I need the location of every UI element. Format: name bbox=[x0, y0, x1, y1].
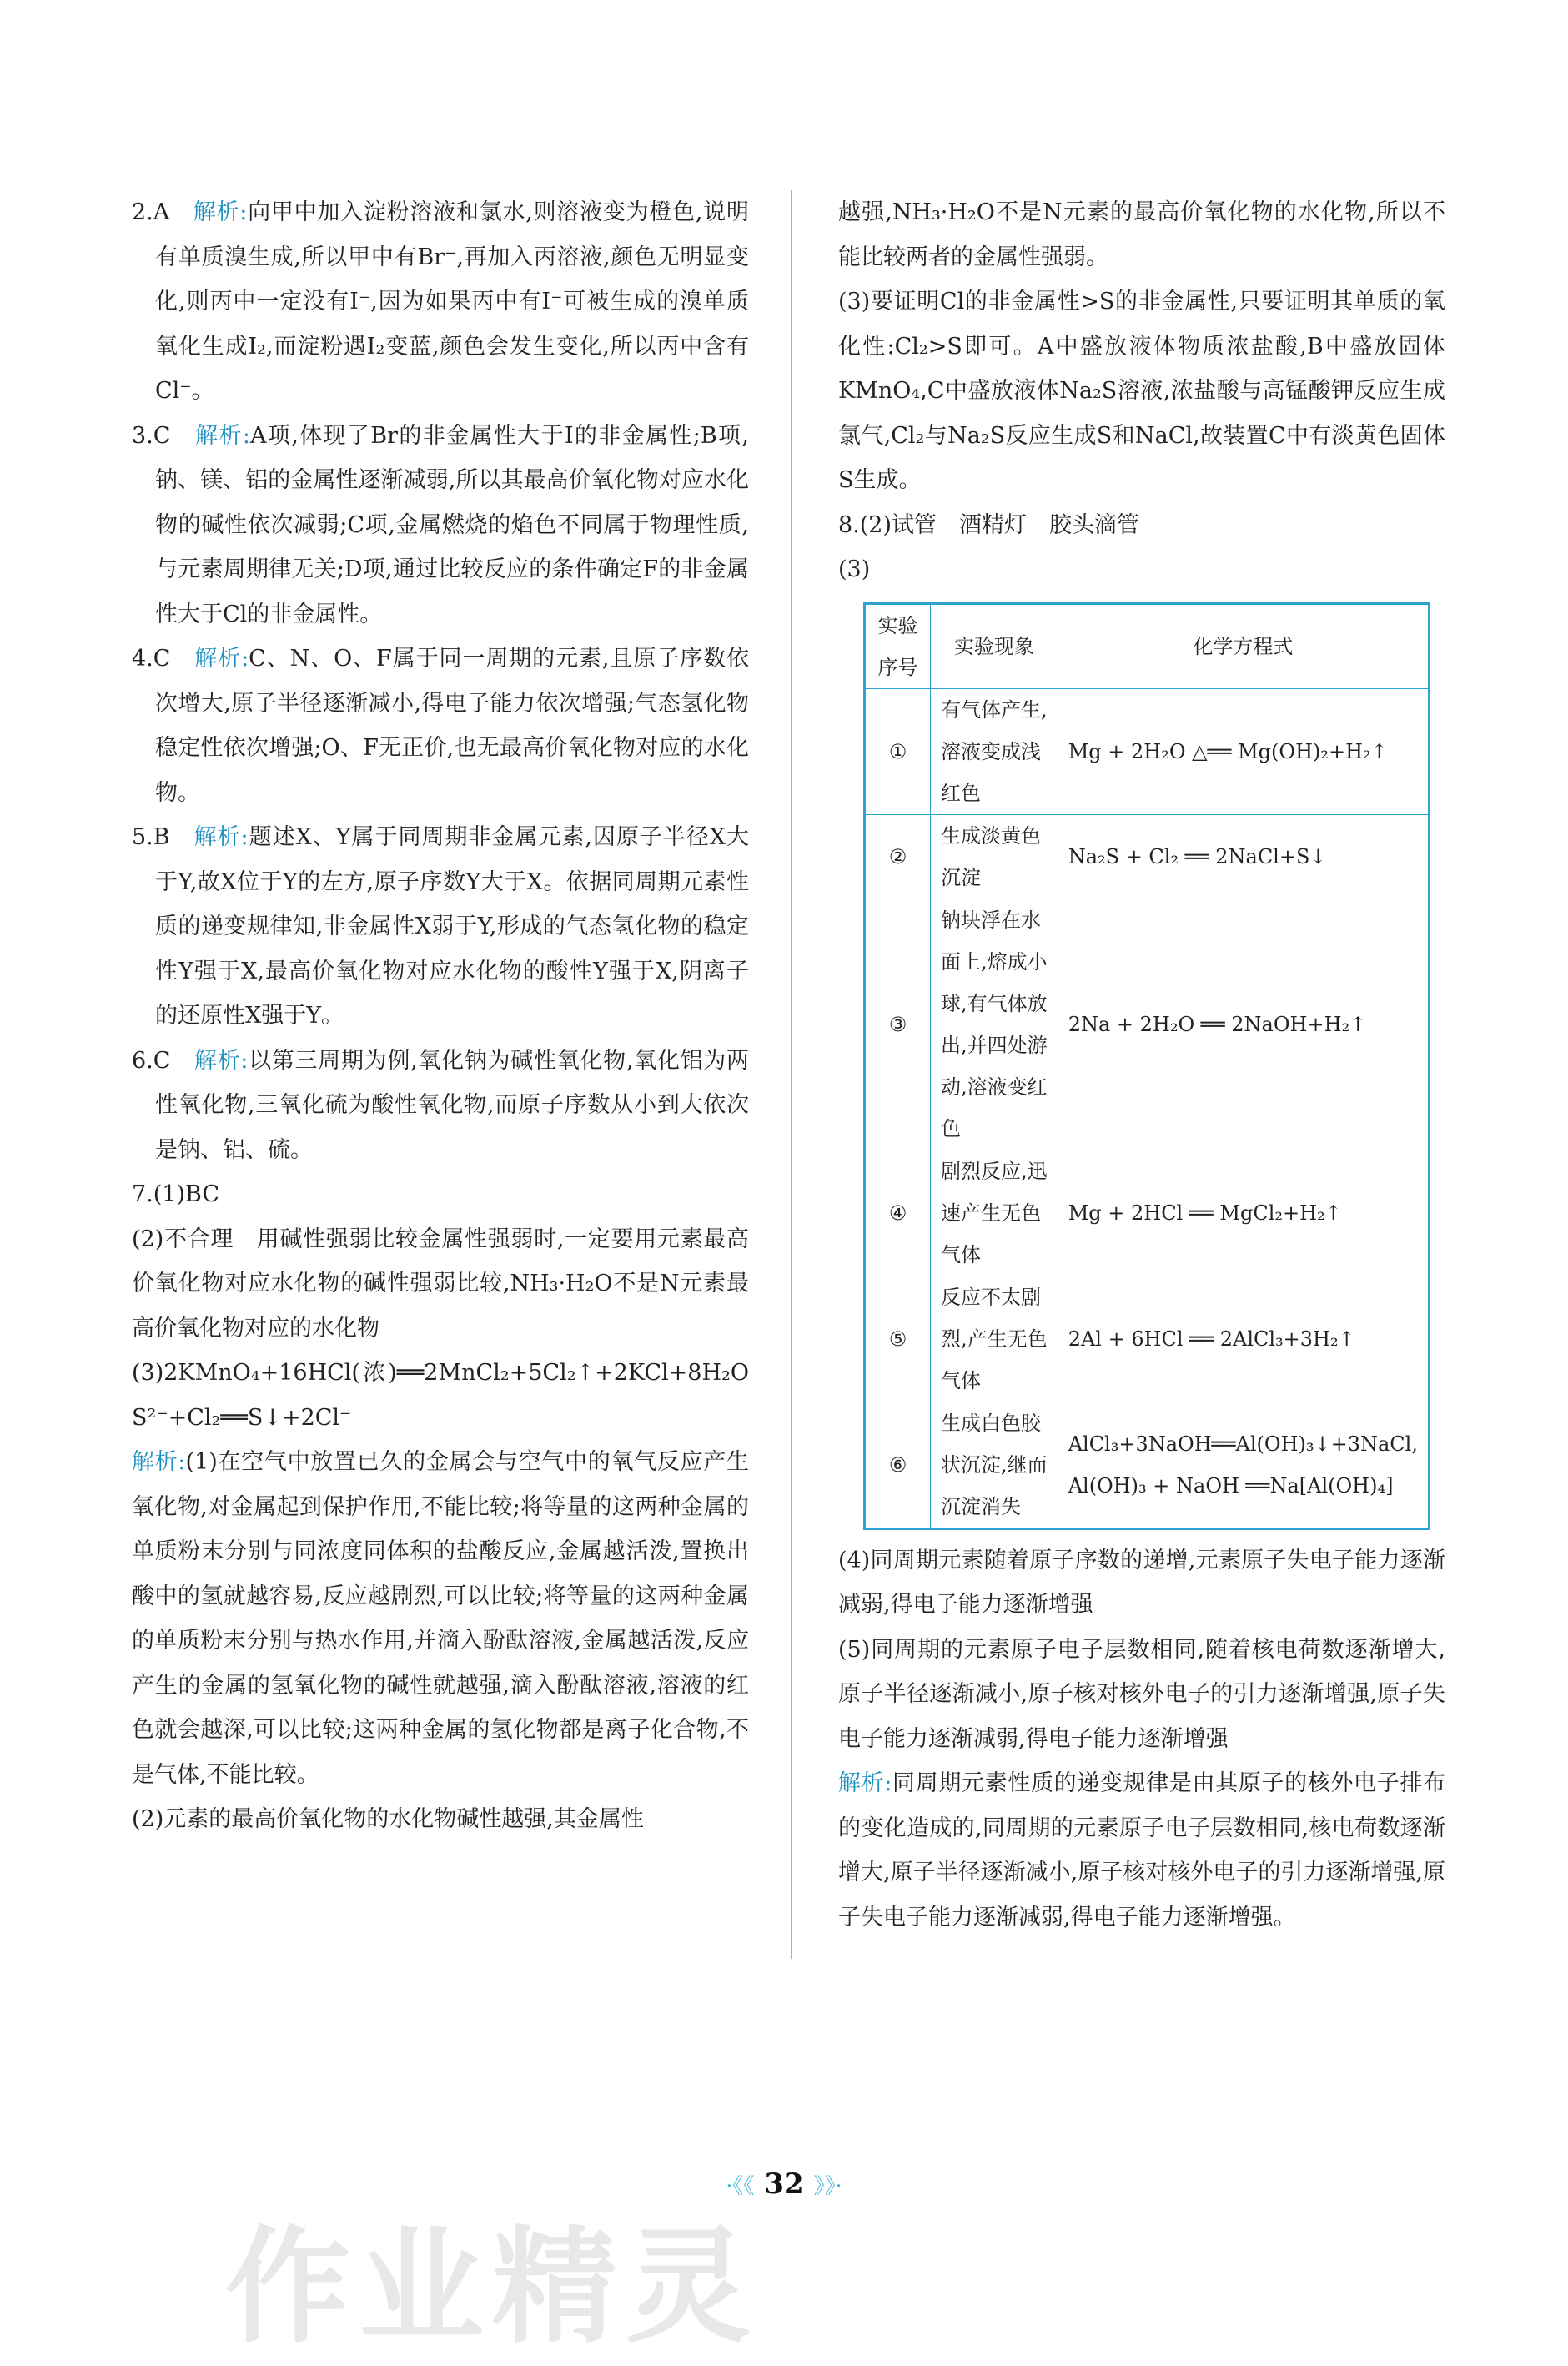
left-column bbox=[132, 190, 771, 1842]
answer-8-5: (5)同周期的元素原子电子层数相同,随着核电荷数逐渐增大,原子半径逐渐减小,原子核对核外电子的引力逐渐增强,原子失电子能力逐渐减弱,得电子能力逐渐增强 bbox=[838, 1636, 1445, 1752]
row-phenomenon: 生成白色胶状沉淀,继而沉淀消失 bbox=[931, 1402, 1058, 1528]
row-phenomenon: 剧烈反应,迅速产生无色气体 bbox=[931, 1150, 1058, 1276]
row-equation: 2Na + 2H₂O ══ 2NaOH+H₂↑ bbox=[1058, 899, 1429, 1150]
row-equation: 2Al + 6HCl ══ 2AlCl₃+3H₂↑ bbox=[1058, 1276, 1429, 1402]
row-equation: AlCl₃+3NaOH══Al(OH)₃↓+3NaCl, Al(OH)₃ + NaOH ══Na[Al(OH)₄] bbox=[1058, 1402, 1429, 1528]
row-number: ② bbox=[865, 814, 931, 899]
answer-7-2: (2)不合理 用碱性强弱比较金属性强弱时,一定要用元素最高价氧化物对应水化物的碱性强弱比较,NH₃·H₂O不是N元素最高价氧化物对应的水化物 bbox=[132, 1226, 749, 1342]
answer-4: 4.C 解析:C、N、O、F属于同一周期的元素,且原子序数依次增大,原子半径逐渐减小,得电子能力依次增强;气态氢化物稳定性依次增强;O、F无正价,也无最高价氧化物对应的水化物。 bbox=[132, 646, 749, 806]
row-number: ⑥ bbox=[865, 1402, 931, 1528]
answer-8-3: (3) bbox=[838, 556, 871, 582]
answer-7-analysis-2-cont: 越强,NH₃·H₂O不是N元素的最高价氧化物的水化物,所以不能比较两者的金属性强弱。 bbox=[838, 199, 1445, 270]
table-header: 化学方程式 bbox=[1058, 603, 1429, 688]
row-number: ⑤ bbox=[865, 1276, 931, 1402]
answer-8-4: (4)同周期元素随着原子序数的递增,元素原子失电子能力逐渐减弱,得电子能力逐渐增强 bbox=[838, 1547, 1445, 1618]
row-number: ③ bbox=[865, 899, 931, 1150]
answer-6: 6.C 解析:以第三周期为例,氧化钠为碱性氧化物,氧化铝为两性氧化物,三氧化硫为酸性氧化物,而原子序数从小到大依次是钠、铝、硫。 bbox=[132, 1047, 749, 1163]
watermark: 作业精灵 bbox=[225, 2215, 760, 2360]
row-phenomenon: 生成淡黄色沉淀 bbox=[931, 814, 1058, 899]
table-row bbox=[865, 899, 1430, 1150]
row-phenomenon: 反应不太剧烈,产生无色气体 bbox=[931, 1276, 1058, 1402]
table-row bbox=[865, 688, 1430, 814]
answer-7-analysis-3: (3)要证明Cl的非金属性>S的非金属性,只要证明其单质的氧化性:Cl₂>S即可。A中盛放液体物质浓盐酸,B中盛放固体KMnO₄,C中盛放液体Na₂S溶液,浓盐酸与高锰酸钾反应生成氯气,Cl₂与Na₂S反应生成S和NaCl,故装置C中有淡黄色固体S生成。 bbox=[838, 289, 1445, 493]
row-number: ④ bbox=[865, 1150, 931, 1276]
page-ornament-right: 》》· bbox=[813, 2174, 842, 2199]
table-header: 实验现象 bbox=[931, 603, 1058, 688]
row-equation: Mg + 2HCl ══ MgCl₂+H₂↑ bbox=[1058, 1150, 1429, 1276]
answer-7-1: 7.(1)BC bbox=[132, 1181, 220, 1207]
answer-5: 5.B 解析:题述X、Y属于同周期非金属元素,因原子半径X大于Y,故X位于Y的左方,原子序数Y大于X。依据同周期元素性质的递变规律知,非金属性X弱于Y,形成的气态氢化物的稳定性Y强于X,最高价氧化物对应水化物的酸性Y强于X,阴离子的还原性X强于Y。 bbox=[132, 824, 749, 1029]
answer-3: 3.C 解析:A项,体现了Br的非金属性大于I的非金属性;B项,钠、镁、铝的金属性逐渐减弱,所以其最高价氧化物对应水化物的碱性依次减弱;C项,金属燃烧的焰色不同属于物理性质,与元素周期律无关;D项,通过比较反应的条件确定F的非金属性大于Cl的非金属性。 bbox=[132, 422, 749, 627]
table-row bbox=[865, 1402, 1430, 1528]
table-row bbox=[865, 814, 1430, 899]
right-column bbox=[838, 190, 1445, 1940]
answer-7-analysis-2: (2)元素的最高价氧化物的水化物碱性越强,其金属性 bbox=[132, 1806, 644, 1832]
answer-7-3: (3)2KMnO₄+16HCl(浓)══2MnCl₂+5Cl₂↑+2KCl+8H₂O S²⁻+Cl₂══S↓+2Cl⁻ bbox=[132, 1360, 771, 1431]
row-phenomenon: 有气体产生,溶液变成浅红色 bbox=[931, 688, 1058, 814]
table-header: 实验序号 bbox=[865, 603, 931, 688]
page-ornament-left: ·《《 bbox=[726, 2174, 755, 2199]
answer-8-2: 8.(2)试管 酒精灯 胶头滴管 bbox=[838, 511, 1140, 538]
answer-2: 2.A 解析:向甲中加入淀粉溶液和氯水,则溶液变为橙色,说明有单质溴生成,所以甲中有Br⁻,再加入丙溶液,颜色无明显变化,则丙中一定没有I⁻,因为如果丙中有I⁻可被生成的溴单质氧化生成I₂,而淀粉遇I₂变蓝,颜色会发生变化,所以丙中含有Cl⁻。 bbox=[132, 199, 749, 404]
row-number: ① bbox=[865, 688, 931, 814]
column-divider bbox=[791, 190, 792, 1959]
row-equation: Mg + 2H₂O △══ Mg(OH)₂+H₂↑ bbox=[1058, 688, 1429, 814]
table-header-row bbox=[865, 603, 1430, 688]
answer-8-analysis: 解析:同周期元素性质的递变规律是由其原子的核外电子排布的变化造成的,同周期的元素原子电子层数相同,核电荷数逐渐增大,原子半径逐渐减小,原子核对核外电子的引力逐渐增强,原子失电子能力逐渐减弱,得电子能力逐渐增强。 bbox=[838, 1770, 1445, 1931]
experiment-table bbox=[863, 602, 1430, 1530]
table-row bbox=[865, 1150, 1430, 1276]
row-phenomenon: 钠块浮在水面上,熔成小球,有气体放出,并四处游动,溶液变红色 bbox=[931, 899, 1058, 1150]
answer-7-analysis: 解析:(1)在空气中放置已久的金属会与空气中的氧气反应产生氧化物,对金属起到保护作用,不能比较;将等量的这两种金属的单质粉末分别与同浓度同体积的盐酸反应,金属越活泼,置换出酸中的氢就越容易,反应越剧烈,可以比较;将等量的这两种金属的单质粉末分别与热水作用,并滴入酚酞溶液,金属越活泼,反应产生的金属的氢氧化物的碱性就越强,滴入酚酞溶液,溶液的红色就会越深,可以比较;这两种金属的氢化物都是离子化合物,不是气体,不能比较。 bbox=[132, 1449, 749, 1788]
table-row bbox=[865, 1276, 1430, 1402]
page-number-value: 32 bbox=[764, 2167, 804, 2201]
row-equation: Na₂S + Cl₂ ══ 2NaCl+S↓ bbox=[1058, 814, 1429, 899]
